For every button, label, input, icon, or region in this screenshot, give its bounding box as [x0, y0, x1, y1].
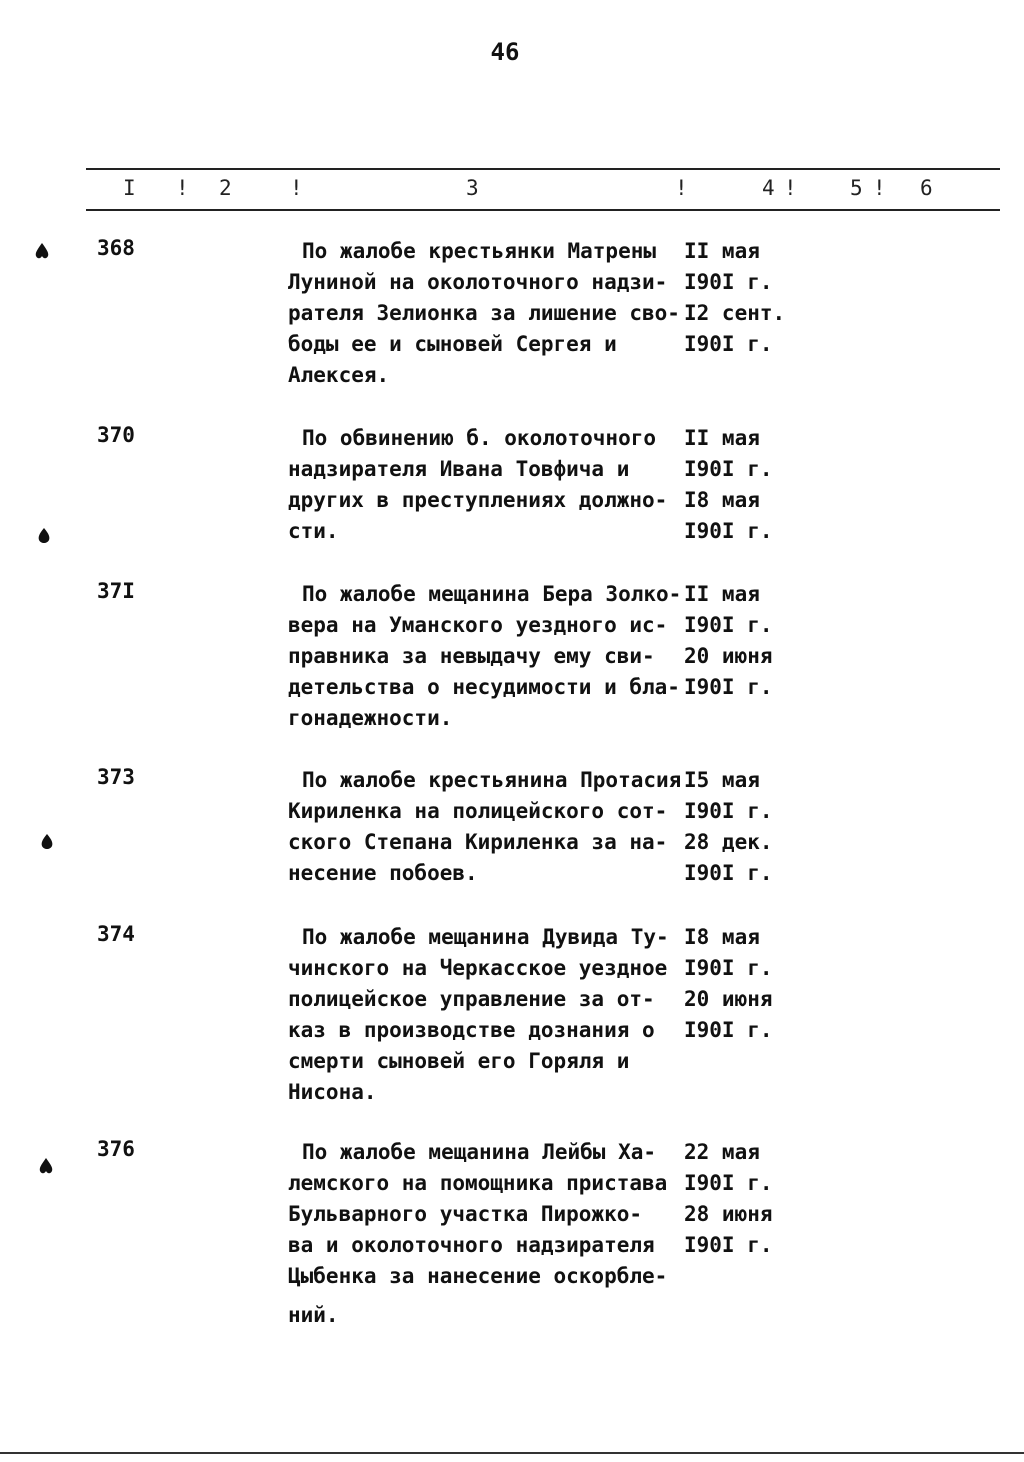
- punch-hole-mark-icon: [33, 242, 51, 262]
- description-line: смерти сыновей его Горяля и: [288, 1049, 630, 1073]
- header-col-6: 6: [920, 176, 933, 200]
- description-line: Цыбенка за нанесение оскорбле-: [288, 1264, 668, 1288]
- description-line: По жалобе мещанина Лейбы Ха-: [302, 1140, 657, 1164]
- header-sep-3: !: [675, 176, 688, 200]
- date-line: I90I г.: [684, 861, 773, 885]
- description-line: Луниной на околоточного надзи-: [288, 270, 668, 294]
- date-line: I90I г.: [684, 1171, 773, 1195]
- entry-dates: [684, 765, 794, 889]
- date-line: I5 мая: [684, 768, 760, 792]
- date-line: 22 мая: [684, 1140, 760, 1164]
- date-line: I8 мая: [684, 488, 760, 512]
- date-line: I2 сент.: [684, 301, 786, 325]
- description-line: рателя Зелионка за лишение сво-: [288, 301, 680, 325]
- description-line: лемского на помощника пристава: [288, 1171, 668, 1195]
- date-line: 28 июня: [684, 1202, 773, 1226]
- entry-dates: [684, 579, 794, 703]
- date-line: I90I г.: [684, 613, 773, 637]
- entry-dates: [684, 1137, 794, 1261]
- entry-dates: [684, 423, 794, 547]
- entry-dates: [684, 236, 794, 360]
- punch-hole-mark-icon: [37, 1157, 55, 1177]
- date-line: I90I г.: [684, 519, 773, 543]
- description-line: других в преступлениях должно-: [288, 488, 668, 512]
- date-line: I90I г.: [684, 1233, 773, 1257]
- description-line: По обвинению б. околоточного: [302, 426, 657, 450]
- date-line: I90I г.: [684, 270, 773, 294]
- header-sep-5: !: [873, 176, 886, 200]
- entry-number: 37I: [97, 579, 135, 603]
- entry-description: [288, 579, 683, 734]
- entry-number: 370: [97, 423, 135, 447]
- entry-dates: [684, 922, 794, 1046]
- entry-number: 368: [97, 236, 135, 260]
- description-line: Алексея.: [288, 363, 390, 387]
- description-line: По жалобе крестьянки Матрены: [302, 239, 657, 263]
- entry-description: [288, 922, 683, 1108]
- description-line: боды ее и сыновей Сергея и: [288, 332, 617, 356]
- description-line: ского Степана Кириленка за на-: [288, 830, 668, 854]
- date-line: I90I г.: [684, 332, 773, 356]
- header-sep-4: !: [784, 176, 797, 200]
- header-rule-top: [86, 168, 1000, 170]
- date-line: I90I г.: [684, 675, 773, 699]
- description-line: ва и околоточного надзирателя: [288, 1233, 655, 1257]
- entry-description: [288, 1137, 683, 1331]
- punch-hole-mark-icon: [35, 526, 53, 546]
- page-number: 46: [490, 38, 520, 66]
- header-col-3: 3: [466, 176, 479, 200]
- description-line: Бульварного участка Пирожко-: [288, 1202, 643, 1226]
- date-line: I8 мая: [684, 925, 760, 949]
- date-line: II мая: [684, 582, 760, 606]
- entry-number: 376: [97, 1137, 135, 1161]
- header-sep-1: !: [176, 176, 189, 200]
- entry-description: [288, 765, 683, 889]
- date-line: I90I г.: [684, 799, 773, 823]
- date-line: I90I г.: [684, 1018, 773, 1042]
- header-col-5: 5: [850, 176, 863, 200]
- description-line: правника за невыдачу ему сви-: [288, 644, 655, 668]
- header-col-2: 2: [219, 176, 232, 200]
- date-line: 20 июня: [684, 987, 773, 1011]
- description-line: каз в производстве дознания о: [288, 1018, 655, 1042]
- punch-hole-mark-icon: [38, 832, 56, 852]
- description-line: ний.: [288, 1303, 339, 1327]
- description-line: полицейское управление за от-: [288, 987, 655, 1011]
- description-line: вера на Уманского уездного ис-: [288, 613, 668, 637]
- header-sep-2: !: [290, 176, 303, 200]
- date-line: 28 дек.: [684, 830, 773, 854]
- header-col-4: 4: [762, 176, 775, 200]
- description-line: сти.: [288, 519, 339, 543]
- description-line: несение побоев.: [288, 861, 478, 885]
- date-line: II мая: [684, 426, 760, 450]
- header-col-1: I: [123, 176, 136, 200]
- header-rule-bottom: [86, 209, 1000, 211]
- description-line: По жалобе мещанина Дувида Ту-: [302, 925, 669, 949]
- entry-number: 374: [97, 922, 135, 946]
- entry-number: 373: [97, 765, 135, 789]
- footer-rule: [0, 1452, 1024, 1454]
- entry-description: [288, 236, 683, 391]
- description-line: надзирателя Ивана Товфича и: [288, 457, 630, 481]
- date-line: II мая: [684, 239, 760, 263]
- description-line: чинского на Черкасское уездное: [288, 956, 668, 980]
- description-line: детельства о несудимости и бла-: [288, 675, 680, 699]
- description-line: Кириленка на полицейского сот-: [288, 799, 668, 823]
- entry-description: [288, 423, 683, 547]
- date-line: 20 июня: [684, 644, 773, 668]
- date-line: I90I г.: [684, 457, 773, 481]
- description-line: По жалобе крестьянина Протасия: [302, 768, 682, 792]
- description-line: По жалобе мещанина Бера Золко-: [302, 582, 682, 606]
- description-line: Нисона.: [288, 1080, 377, 1104]
- description-line: гонадежности.: [288, 706, 453, 730]
- date-line: I90I г.: [684, 956, 773, 980]
